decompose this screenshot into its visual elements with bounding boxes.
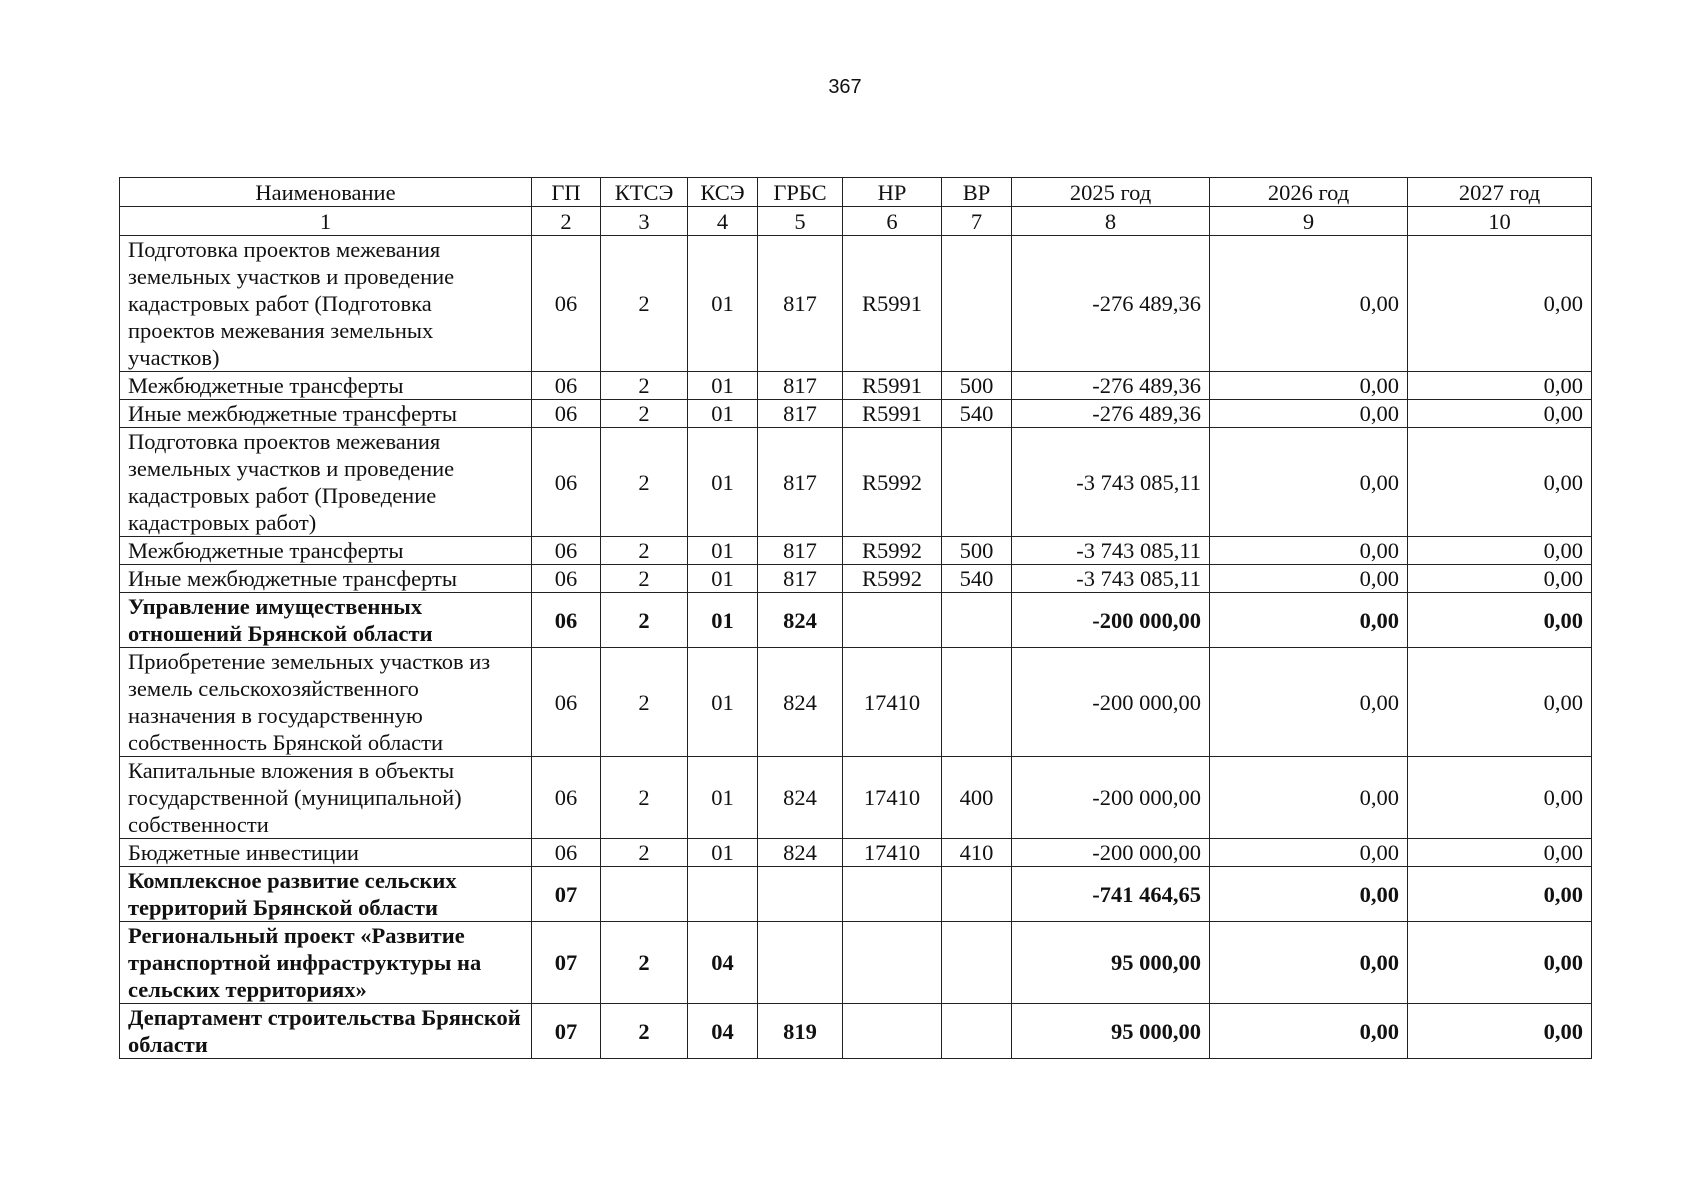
cell-nr: R5992 (843, 428, 942, 537)
cell-2026: 0,00 (1210, 593, 1408, 648)
cell-nr: 17410 (843, 648, 942, 757)
cell-2025: 95 000,00 (1012, 1004, 1210, 1059)
cell-gp: 06 (532, 757, 601, 839)
cell-2026: 0,00 (1210, 372, 1408, 400)
cell-2027: 0,00 (1408, 537, 1592, 565)
cell-2026: 0,00 (1210, 537, 1408, 565)
cell-2026: 0,00 (1210, 839, 1408, 867)
cell-gp: 07 (532, 867, 601, 922)
cell-2026: 0,00 (1210, 236, 1408, 372)
cell-vr (942, 922, 1012, 1004)
cell-kse (688, 867, 758, 922)
cell-2027: 0,00 (1408, 400, 1592, 428)
cell-2026: 0,00 (1210, 867, 1408, 922)
cell-name: Управление имущественных отношений Брянской области (120, 593, 532, 648)
cell-2026: 0,00 (1210, 922, 1408, 1004)
cell-gp: 06 (532, 565, 601, 593)
cell-gp: 06 (532, 593, 601, 648)
cell-2027: 0,00 (1408, 236, 1592, 372)
header-2025: 2025 год (1012, 178, 1210, 207)
header-name: Наименование (120, 178, 532, 207)
cell-grbs: 817 (758, 428, 843, 537)
header-grbs: ГРБС (758, 178, 843, 207)
cell-nr (843, 867, 942, 922)
cell-ktse: 2 (601, 839, 688, 867)
cell-grbs: 819 (758, 1004, 843, 1059)
cell-2025: 95 000,00 (1012, 922, 1210, 1004)
table-row (120, 648, 1592, 757)
cell-name: Подготовка проектов межевания земельных участков и проведение кадастровых работ (Подготовка проектов межевания земельных участков) (120, 236, 532, 372)
cell-ktse: 2 (601, 757, 688, 839)
header-row (120, 178, 1592, 207)
cell-gp: 06 (532, 537, 601, 565)
cell-nr: R5992 (843, 537, 942, 565)
cell-2025: -3 743 085,11 (1012, 537, 1210, 565)
cell-2026: 0,00 (1210, 757, 1408, 839)
table-row (120, 839, 1592, 867)
table-row (120, 236, 1592, 372)
cell-nr (843, 593, 942, 648)
cell-name: Межбюджетные трансферты (120, 372, 532, 400)
cell-ktse: 2 (601, 236, 688, 372)
cell-vr: 400 (942, 757, 1012, 839)
cell-grbs (758, 922, 843, 1004)
cell-ktse: 2 (601, 593, 688, 648)
header-gp: ГП (532, 178, 601, 207)
cell-gp: 06 (532, 372, 601, 400)
table-row (120, 565, 1592, 593)
cell-2027: 0,00 (1408, 757, 1592, 839)
cell-2027: 0,00 (1408, 1004, 1592, 1059)
column-number: 5 (758, 207, 843, 236)
cell-nr: 17410 (843, 757, 942, 839)
cell-name: Бюджетные инвестиции (120, 839, 532, 867)
header-vr: ВР (942, 178, 1012, 207)
cell-gp: 06 (532, 428, 601, 537)
cell-ktse: 2 (601, 372, 688, 400)
cell-vr: 500 (942, 372, 1012, 400)
cell-kse: 01 (688, 839, 758, 867)
cell-ktse: 2 (601, 537, 688, 565)
cell-kse: 01 (688, 565, 758, 593)
cell-vr: 540 (942, 565, 1012, 593)
cell-name: Межбюджетные трансферты (120, 537, 532, 565)
cell-ktse: 2 (601, 400, 688, 428)
table-body (120, 236, 1592, 1059)
cell-2026: 0,00 (1210, 428, 1408, 537)
table-row (120, 922, 1592, 1004)
cell-2026: 0,00 (1210, 1004, 1408, 1059)
cell-nr: R5991 (843, 372, 942, 400)
cell-vr (942, 867, 1012, 922)
cell-gp: 06 (532, 236, 601, 372)
cell-kse: 01 (688, 537, 758, 565)
header-2027: 2027 год (1408, 178, 1592, 207)
cell-2027: 0,00 (1408, 372, 1592, 400)
cell-grbs: 824 (758, 757, 843, 839)
table-row (120, 757, 1592, 839)
column-number: 8 (1012, 207, 1210, 236)
column-number: 2 (532, 207, 601, 236)
cell-name: Приобретение земельных участков из земель сельскохозяйственного назначения в государственную собственность Брянской области (120, 648, 532, 757)
cell-grbs: 817 (758, 537, 843, 565)
cell-2027: 0,00 (1408, 839, 1592, 867)
cell-ktse: 2 (601, 1004, 688, 1059)
cell-nr: R5991 (843, 236, 942, 372)
column-number-row (120, 207, 1592, 236)
cell-kse: 01 (688, 648, 758, 757)
column-number: 9 (1210, 207, 1408, 236)
cell-ktse: 2 (601, 565, 688, 593)
cell-2025: -276 489,36 (1012, 372, 1210, 400)
column-number: 1 (120, 207, 532, 236)
cell-2027: 0,00 (1408, 867, 1592, 922)
column-number: 7 (942, 207, 1012, 236)
cell-ktse: 2 (601, 922, 688, 1004)
cell-name: Подготовка проектов межевания земельных участков и проведение кадастровых работ (Проведение кадастровых работ) (120, 428, 532, 537)
cell-grbs: 824 (758, 593, 843, 648)
cell-2025: -3 743 085,11 (1012, 565, 1210, 593)
table-row (120, 428, 1592, 537)
cell-nr: R5991 (843, 400, 942, 428)
header-2026: 2026 год (1210, 178, 1408, 207)
cell-grbs: 817 (758, 565, 843, 593)
column-number: 3 (601, 207, 688, 236)
cell-gp: 07 (532, 1004, 601, 1059)
cell-2027: 0,00 (1408, 648, 1592, 757)
table-row (120, 867, 1592, 922)
table-row (120, 1004, 1592, 1059)
cell-nr (843, 1004, 942, 1059)
cell-2027: 0,00 (1408, 428, 1592, 537)
cell-grbs: 817 (758, 400, 843, 428)
cell-ktse: 2 (601, 648, 688, 757)
cell-gp: 06 (532, 648, 601, 757)
cell-nr (843, 922, 942, 1004)
cell-2026: 0,00 (1210, 400, 1408, 428)
table-row (120, 400, 1592, 428)
cell-2027: 0,00 (1408, 593, 1592, 648)
cell-name: Региональный проект «Развитие транспортной инфраструктуры на сельских территориях» (120, 922, 532, 1004)
cell-vr (942, 648, 1012, 757)
cell-ktse (601, 867, 688, 922)
cell-gp: 06 (532, 839, 601, 867)
cell-2025: -200 000,00 (1012, 757, 1210, 839)
cell-vr (942, 428, 1012, 537)
cell-2026: 0,00 (1210, 648, 1408, 757)
cell-2027: 0,00 (1408, 565, 1592, 593)
table-row (120, 593, 1592, 648)
cell-2025: -200 000,00 (1012, 839, 1210, 867)
cell-2025: -276 489,36 (1012, 400, 1210, 428)
cell-name: Капитальные вложения в объекты государственной (муниципальной) собственности (120, 757, 532, 839)
cell-vr (942, 593, 1012, 648)
cell-2026: 0,00 (1210, 565, 1408, 593)
cell-2025: -3 743 085,11 (1012, 428, 1210, 537)
cell-kse: 01 (688, 236, 758, 372)
cell-2025: -200 000,00 (1012, 648, 1210, 757)
table-row (120, 372, 1592, 400)
page-number: 367 (828, 76, 862, 98)
cell-2025: -200 000,00 (1012, 593, 1210, 648)
column-number: 10 (1408, 207, 1592, 236)
cell-vr (942, 1004, 1012, 1059)
cell-2025: -276 489,36 (1012, 236, 1210, 372)
cell-name: Иные межбюджетные трансферты (120, 565, 532, 593)
cell-grbs: 817 (758, 236, 843, 372)
cell-grbs: 824 (758, 839, 843, 867)
cell-grbs (758, 867, 843, 922)
cell-2025: -741 464,65 (1012, 867, 1210, 922)
cell-kse: 01 (688, 372, 758, 400)
cell-vr: 540 (942, 400, 1012, 428)
cell-grbs: 817 (758, 372, 843, 400)
header-kse: КСЭ (688, 178, 758, 207)
cell-kse: 01 (688, 428, 758, 537)
header-nr: НР (843, 178, 942, 207)
column-number: 4 (688, 207, 758, 236)
cell-name: Департамент строительства Брянской области (120, 1004, 532, 1059)
cell-vr (942, 236, 1012, 372)
cell-gp: 07 (532, 922, 601, 1004)
cell-name: Комплексное развитие сельских территорий Брянской области (120, 867, 532, 922)
cell-vr: 500 (942, 537, 1012, 565)
cell-ktse: 2 (601, 428, 688, 537)
table-row (120, 537, 1592, 565)
cell-kse: 04 (688, 1004, 758, 1059)
cell-kse: 04 (688, 922, 758, 1004)
budget-table (119, 177, 1592, 1059)
cell-gp: 06 (532, 400, 601, 428)
cell-name: Иные межбюджетные трансферты (120, 400, 532, 428)
cell-grbs: 824 (758, 648, 843, 757)
cell-nr: R5992 (843, 565, 942, 593)
cell-vr: 410 (942, 839, 1012, 867)
cell-nr: 17410 (843, 839, 942, 867)
cell-2027: 0,00 (1408, 922, 1592, 1004)
cell-kse: 01 (688, 757, 758, 839)
cell-kse: 01 (688, 400, 758, 428)
header-ktse: КТСЭ (601, 178, 688, 207)
column-number: 6 (843, 207, 942, 236)
cell-kse: 01 (688, 593, 758, 648)
